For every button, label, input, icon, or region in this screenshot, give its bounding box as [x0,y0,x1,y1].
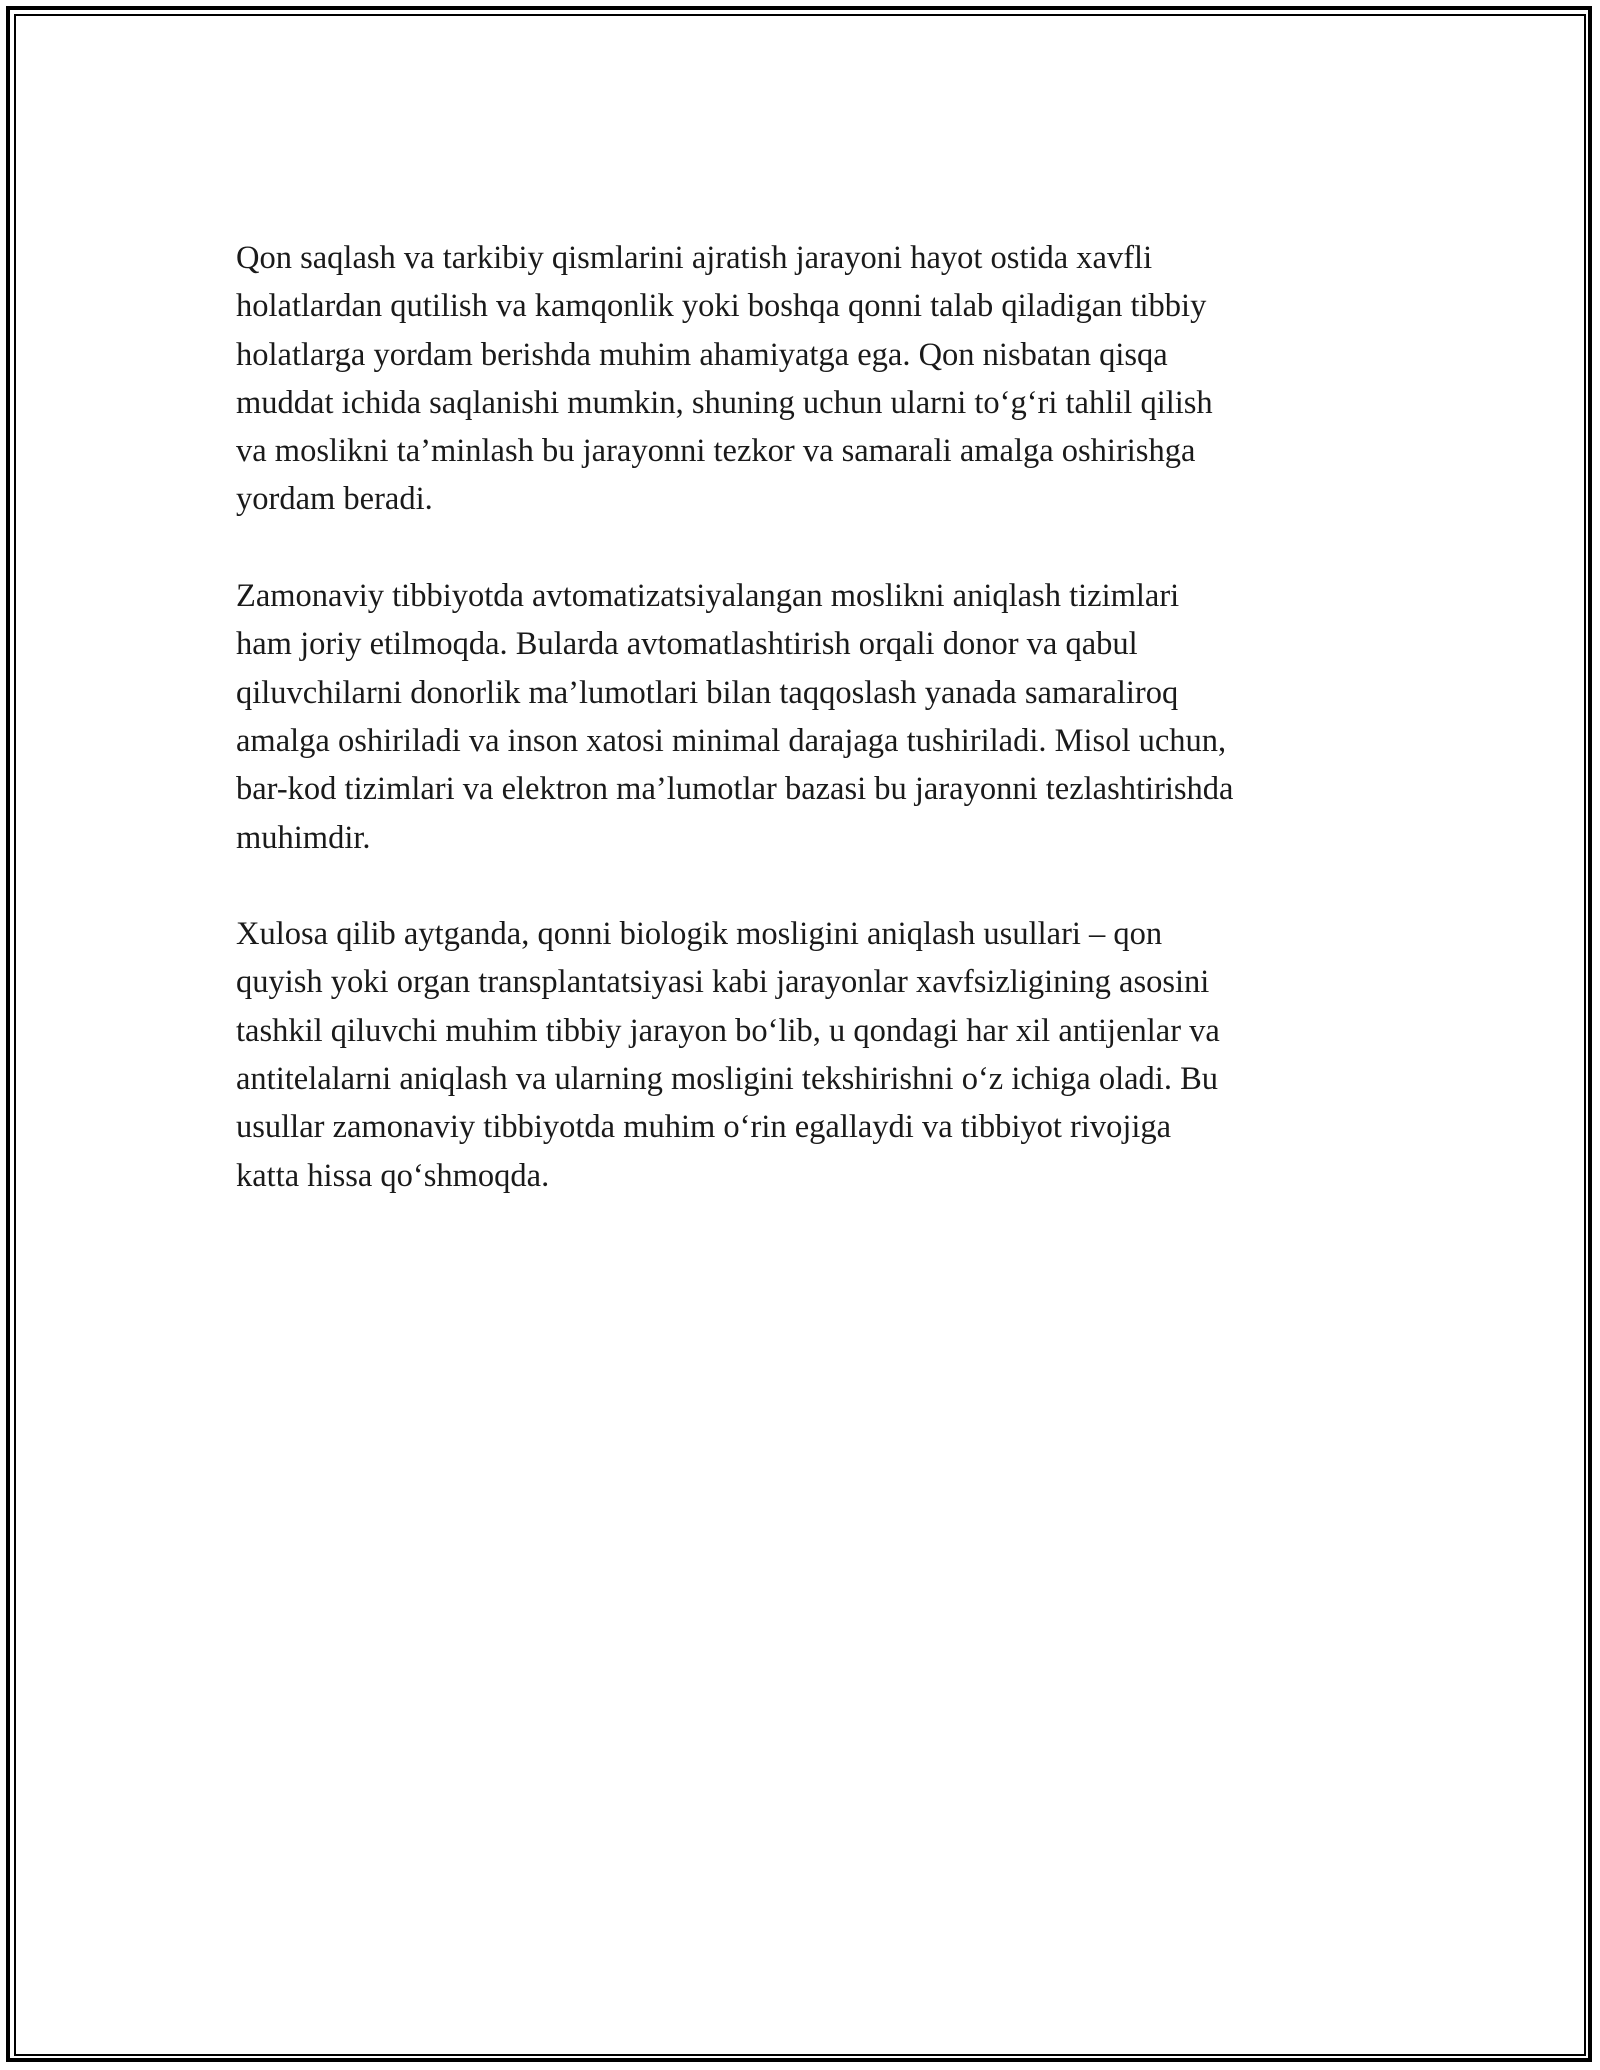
paragraph-conclusion: Xulosa qilib aytganda, qonni biologik mosligini aniqlash usullari – qon quyish yoki organ transplantatsiyasi kabi jarayonlar xavfsizligining asosini tashkil qiluvchi muhim tibbiy jarayon bo‘lib, u qondagi har xil antijenlar va antitelalarni aniqlash va ularning mosligini tekshirishni o‘z ichiga oladi. Bu usullar zamonaviy tibbiyotda muhim o‘rin egallaydi va tibbiyot rivojiga katta hissa qo‘shmoqda. [236,916,1220,1194]
document-body [236,234,1376,1248]
paragraph-automation: Zamonaviy tibbiyotda avtomatizatsiyalangan moslikni aniqlash tizimlari ham joriy etilmoqda. Bularda avtomatlashtirish orqali donor va qabul qiluvchilarni donorlik ma’lumotlari bilan taqqoslash yanada samaraliroq amalga oshiriladi va inson xatosi minimal darajaga tushiriladi. Misol uchun, bar-kod tizimlari va elektron ma’lumotlar bazasi bu jarayonni tezlashtirishda muhimdir. [236,578,1234,856]
paragraph-blood-storage: Qon saqlash va tarkibiy qismlarini ajratish jarayoni hayot ostida xavfli holatlardan qutilish va kamqonlik yoki boshqa qonni talab qiladigan tibbiy holatlarga yordam berishda muhim ahamiyatga ega. Qon nisbatan qisqa muddat ichida saqlanishi mumkin, shuning uchun ularni to‘g‘ri tahlil qilish va moslikni ta’minlash bu jarayonni tezkor va samarali amalga oshirishga yordam beradi. [236,240,1213,518]
